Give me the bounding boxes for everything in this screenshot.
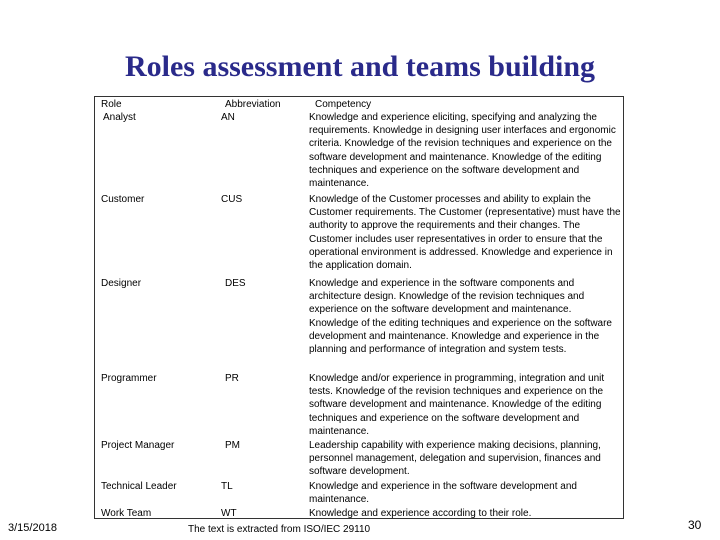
competency-cell: Knowledge and/or experience in programming, integration and unit tests. Knowledge of the revision techniques and experience on the software development and maintenance. Knowledge of the editing techniques and experience on the software development and maintenance. [309, 373, 605, 437]
role-cell: Work Team [101, 508, 152, 519]
slide-date: 3/15/2018 [8, 522, 57, 534]
competency-cell: Knowledge and experience eliciting, specifying and analyzing the requirements. Knowledge in designing user interfaces and ergonomic criteria. Knowledge of the revision techniques and experience on the software development and maintenance. Knowledge of the editing techniques and experience on the software development and maintenance. [309, 112, 616, 190]
abbreviation-cell: AN [221, 112, 235, 123]
slide-title: Roles assessment and teams building [124, 50, 596, 83]
abbreviation-cell: PM [225, 440, 240, 451]
competency-cell: Knowledge of the Customer processes and ability to explain the Customer requirements. The Customer (representative) must have the authority to approve the requirements and their changes. The Customer includes user representatives in order to ensure that the operational environment is addressed. Knowledge and experience in the application domain. [309, 194, 621, 272]
role-cell: Programmer [101, 373, 157, 384]
competency-cell: Leadership capability with experience making decisions, planning, personnel management, delegation and supervision, finances and software development. [309, 440, 601, 478]
role-cell: Analyst [103, 112, 136, 123]
role-cell: Project Manager [101, 440, 175, 451]
source-note: The text is extracted from ISO/IEC 29110 [188, 524, 371, 535]
role-cell: Customer [101, 194, 145, 205]
roles-table [94, 96, 624, 519]
abbreviation-cell: DES [225, 278, 246, 289]
competency-cell: Knowledge and experience according to their role. [309, 508, 532, 519]
header-role: Role [101, 99, 122, 110]
competency-cell: Knowledge and experience in the software development and maintenance. [309, 481, 577, 506]
competency-cell: Knowledge and experience in the software components and architecture design. Knowledge of the revision techniques and experience on the software development and maintenance. Knowledge of the editing techniques and experience on the software development and maintenance. Knowledge and experience in the planning and performance of integration and system tests. [309, 278, 612, 356]
abbreviation-cell: WT [221, 508, 237, 519]
abbreviation-cell: TL [221, 481, 233, 492]
abbreviation-cell: PR [225, 373, 239, 384]
header-abbreviation: Abbreviation [225, 99, 281, 110]
header-competency: Competency [315, 99, 372, 110]
abbreviation-cell: CUS [221, 194, 243, 205]
role-cell: Technical Leader [101, 481, 177, 492]
role-cell: Designer [101, 278, 142, 289]
page-number: 30 [688, 518, 702, 532]
